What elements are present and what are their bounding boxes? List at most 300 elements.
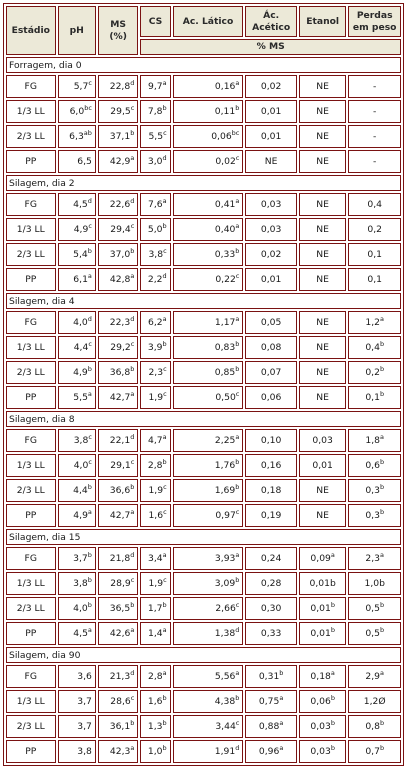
cell-estadio xyxy=(6,218,56,241)
value-lat: 4,38 xyxy=(214,696,236,707)
significance-letter: b xyxy=(379,601,385,609)
section-title: Silagem, dia 2 xyxy=(6,175,401,191)
value-acet: 0,02 xyxy=(260,81,282,92)
value-cs: 2,2 xyxy=(147,274,163,285)
value-perdas: 0,7 xyxy=(365,746,380,757)
cell-ph xyxy=(58,547,96,570)
cell-estadio xyxy=(6,125,56,148)
value-acet: 0,07 xyxy=(260,367,282,378)
value-acet: 0,96 xyxy=(258,746,280,757)
value-perdas: 0,1 xyxy=(367,274,382,285)
cell-ph xyxy=(58,740,96,763)
significance-letter: b xyxy=(330,744,335,752)
cell-acet xyxy=(245,504,297,527)
cell-acet xyxy=(245,311,297,334)
cell-estadio xyxy=(6,547,56,570)
cell-estadio xyxy=(6,361,56,384)
significance-letter: c xyxy=(163,247,167,255)
value-acet: 0,75 xyxy=(258,696,280,707)
significance-letter: c xyxy=(88,340,92,348)
significance-letter: b xyxy=(87,576,92,584)
value-perdas: 0,5 xyxy=(365,603,380,614)
significance-letter: b xyxy=(235,694,240,702)
cell-ph xyxy=(58,150,96,173)
significance-letter: b xyxy=(279,669,284,677)
cell-cs xyxy=(140,690,170,713)
cell-perdas xyxy=(348,740,401,763)
cell-lat xyxy=(173,690,244,713)
cell-acet xyxy=(245,243,297,266)
significance-letter: d xyxy=(130,197,135,205)
value-etanol: NE xyxy=(316,392,329,403)
cell-perdas xyxy=(348,100,401,123)
significance-letter: b xyxy=(162,744,167,752)
section-row xyxy=(6,411,401,427)
value-perdas: - xyxy=(373,156,377,167)
value-estadio: FG xyxy=(24,553,37,564)
significance-letter: c xyxy=(130,104,135,112)
cell-lat xyxy=(173,715,244,738)
section-row xyxy=(6,647,401,663)
value-acet: 0,03 xyxy=(260,224,282,235)
value-acet: 0,33 xyxy=(260,628,282,639)
value-lat: 1,17 xyxy=(214,317,236,328)
value-etanol: NE xyxy=(316,106,329,117)
cell-ms xyxy=(98,690,138,713)
cell-lat xyxy=(173,622,244,645)
value-etanol: 0,03 xyxy=(310,721,331,732)
value-etanol: NE xyxy=(316,199,329,210)
significance-letter: b xyxy=(330,694,335,702)
value-acet: 0,05 xyxy=(260,317,282,328)
value-estadio: 1/3 LL xyxy=(16,224,45,235)
header-etanol: Etanol xyxy=(299,6,346,37)
cell-etanol xyxy=(299,597,346,620)
significance-letter: a xyxy=(162,433,167,441)
value-ms: 42,9 xyxy=(109,156,131,167)
cell-ph xyxy=(58,622,96,645)
cell-etanol xyxy=(299,429,346,452)
table-row xyxy=(6,504,401,527)
value-perdas: 1,8 xyxy=(365,435,381,446)
significance-letter: a xyxy=(235,433,240,441)
value-etanol: NE xyxy=(316,342,329,353)
significance-letter: a xyxy=(235,222,240,230)
significance-letter: b xyxy=(379,390,385,398)
value-cs: 1,6 xyxy=(147,696,163,707)
significance-letter: b xyxy=(330,719,335,727)
value-ph: 3,7 xyxy=(73,553,88,564)
value-estadio: 2/3 LL xyxy=(16,131,45,142)
cell-ph xyxy=(58,386,96,409)
value-ph: 3,8 xyxy=(73,435,89,446)
significance-letter: a xyxy=(87,508,92,516)
cell-perdas xyxy=(348,193,401,216)
cell-cs xyxy=(140,336,170,359)
value-lat: 1,38 xyxy=(214,628,236,639)
cell-lat xyxy=(173,150,244,173)
cell-ms xyxy=(98,75,138,98)
value-etanol: 0,03 xyxy=(312,435,333,446)
significance-letter: c xyxy=(235,508,240,516)
cell-acet xyxy=(245,572,297,595)
table-row xyxy=(6,100,401,123)
cell-etanol xyxy=(299,311,346,334)
cell-perdas xyxy=(348,386,401,409)
cell-estadio xyxy=(6,597,56,620)
cell-estadio xyxy=(6,572,56,595)
cell-etanol xyxy=(299,218,346,241)
cell-lat xyxy=(173,218,244,241)
value-etanol: 0,03 xyxy=(310,746,331,757)
cell-acet xyxy=(245,100,297,123)
significance-letter: a xyxy=(235,315,240,323)
cell-ms xyxy=(98,715,138,738)
cell-ph xyxy=(58,125,96,148)
cell-ph xyxy=(58,715,96,738)
cell-etanol xyxy=(299,193,346,216)
cell-ph xyxy=(58,361,96,384)
value-estadio: PP xyxy=(25,510,37,521)
cell-perdas xyxy=(348,268,401,291)
cell-lat xyxy=(173,268,244,291)
cell-acet xyxy=(245,597,297,620)
cell-estadio xyxy=(6,715,56,738)
significance-letter: a xyxy=(87,390,92,398)
value-etanol: NE xyxy=(316,131,329,142)
significance-letter: bc xyxy=(231,129,240,137)
value-ph: 4,9 xyxy=(73,224,89,235)
cell-lat xyxy=(173,740,244,763)
value-etanol: NE xyxy=(316,224,329,235)
value-perdas: 0,1 xyxy=(365,392,380,403)
cell-etanol xyxy=(299,243,346,266)
significance-letter: b xyxy=(379,719,385,727)
cell-etanol xyxy=(299,572,346,595)
cell-cs xyxy=(140,125,170,148)
value-lat: 0,33 xyxy=(214,249,236,260)
value-estadio: 2/3 LL xyxy=(16,249,45,260)
table-row xyxy=(6,193,401,216)
value-lat: 0,02 xyxy=(215,156,236,167)
section-row xyxy=(6,529,401,545)
significance-letter: a xyxy=(87,272,92,280)
cell-etanol xyxy=(299,454,346,477)
value-cs: 1,4 xyxy=(148,628,163,639)
cell-cs xyxy=(140,572,170,595)
value-acet: 0,24 xyxy=(260,553,282,564)
value-etanol: NE xyxy=(316,317,329,328)
significance-letter: b xyxy=(130,719,135,727)
significance-letter: c xyxy=(163,365,167,373)
table-row xyxy=(6,547,401,570)
significance-letter: b xyxy=(87,247,92,255)
value-ms: 42,6 xyxy=(109,628,131,639)
value-acet: 0,10 xyxy=(260,435,282,446)
cell-perdas xyxy=(348,75,401,98)
cell-cs xyxy=(140,150,170,173)
cell-lat xyxy=(173,479,244,502)
value-ms: 29,2 xyxy=(110,342,131,353)
value-ms: 28,6 xyxy=(110,696,131,707)
cell-cs xyxy=(140,361,170,384)
value-etanol: NE xyxy=(316,81,329,92)
significance-letter: d xyxy=(87,315,92,323)
cell-ms xyxy=(98,479,138,502)
table-row xyxy=(6,597,401,620)
header-ms-line2: (%) xyxy=(109,30,127,42)
cell-cs xyxy=(140,622,170,645)
cell-estadio xyxy=(6,336,56,359)
section-row xyxy=(6,175,401,191)
value-ph: 4,4 xyxy=(73,342,89,353)
value-estadio: 2/3 LL xyxy=(16,485,45,496)
value-acet: 0,02 xyxy=(260,249,282,260)
cell-ph xyxy=(58,193,96,216)
value-ms: 36,6 xyxy=(109,485,131,496)
significance-letter: a xyxy=(235,197,240,205)
significance-letter: a xyxy=(380,433,384,441)
significance-letter: b xyxy=(235,340,240,348)
cell-estadio xyxy=(6,665,56,688)
cell-perdas xyxy=(348,597,401,620)
value-cs: 5,0 xyxy=(147,224,163,235)
value-cs: 1,9 xyxy=(148,485,164,496)
cell-etanol xyxy=(299,547,346,570)
cell-estadio xyxy=(6,622,56,645)
value-ph: 5,4 xyxy=(73,249,88,260)
cell-lat xyxy=(173,311,244,334)
value-acet: 0,19 xyxy=(260,510,282,521)
value-estadio: PP xyxy=(25,628,37,639)
cell-etanol xyxy=(299,690,346,713)
cell-perdas xyxy=(348,547,401,570)
cell-perdas xyxy=(348,150,401,173)
significance-letter: c xyxy=(88,433,92,441)
cell-ms xyxy=(98,622,138,645)
value-cs: 3,0 xyxy=(147,156,163,167)
value-etanol: 0,01 xyxy=(310,603,331,614)
value-lat: 1,69 xyxy=(214,485,236,496)
value-acet: 0,31 xyxy=(258,671,280,682)
cell-estadio xyxy=(6,386,56,409)
cell-acet xyxy=(245,386,297,409)
cell-etanol xyxy=(299,504,346,527)
value-perdas: 1,0b xyxy=(364,578,385,589)
value-ms: 42,3 xyxy=(109,746,131,757)
significance-letter: b xyxy=(162,694,167,702)
cell-perdas xyxy=(348,504,401,527)
cell-ph xyxy=(58,100,96,123)
value-etanol: NE xyxy=(316,510,329,521)
value-lat: 0,41 xyxy=(214,199,236,210)
table-row xyxy=(6,454,401,477)
value-estadio: FG xyxy=(24,317,37,328)
cell-perdas xyxy=(348,125,401,148)
value-lat: 0,50 xyxy=(215,392,236,403)
cell-lat xyxy=(173,75,244,98)
cell-perdas xyxy=(348,311,401,334)
cell-estadio xyxy=(6,150,56,173)
cell-perdas xyxy=(348,361,401,384)
value-lat: 1,76 xyxy=(214,460,236,471)
cell-etanol xyxy=(299,268,346,291)
cell-etanol xyxy=(299,361,346,384)
table-row xyxy=(6,150,401,173)
cell-cs xyxy=(140,454,170,477)
significance-letter: c xyxy=(130,576,135,584)
cell-acet xyxy=(245,150,297,173)
value-cs: 6,2 xyxy=(148,317,163,328)
cell-lat xyxy=(173,429,244,452)
cell-acet xyxy=(245,429,297,452)
value-acet: 0,06 xyxy=(260,392,282,403)
cell-acet xyxy=(245,622,297,645)
significance-letter: a xyxy=(380,315,384,323)
value-ms: 36,1 xyxy=(109,721,131,732)
significance-letter: d xyxy=(162,154,167,162)
value-estadio: PP xyxy=(25,746,37,757)
section-title: Silagem, dia 90 xyxy=(6,647,401,663)
value-perdas: 0,4 xyxy=(367,199,382,210)
significance-letter: a xyxy=(330,669,335,677)
header-ac-acetico xyxy=(245,6,297,37)
cell-ms xyxy=(98,665,138,688)
table-row xyxy=(6,429,401,452)
cell-lat xyxy=(173,336,244,359)
value-perdas: 0,2 xyxy=(365,367,380,378)
value-cs: 1,0 xyxy=(147,746,163,757)
value-estadio: FG xyxy=(24,81,37,92)
cell-ms xyxy=(98,243,138,266)
value-perdas: 2,3 xyxy=(365,553,381,564)
cell-cs xyxy=(140,268,170,291)
cell-ms xyxy=(98,193,138,216)
significance-letter: b xyxy=(87,365,92,373)
significance-letter: b xyxy=(235,365,240,373)
value-ms: 36,8 xyxy=(109,367,131,378)
table-row xyxy=(6,336,401,359)
header-ms xyxy=(98,6,138,55)
value-etanol: NE xyxy=(316,156,329,167)
cell-estadio xyxy=(6,193,56,216)
section-title: Silagem, dia 15 xyxy=(6,529,401,545)
value-ph: 4,0 xyxy=(73,460,89,471)
value-etanol: NE xyxy=(316,367,329,378)
significance-letter: b xyxy=(379,483,385,491)
cell-ms xyxy=(98,336,138,359)
value-etanol: NE xyxy=(316,485,329,496)
value-ph: 3,7 xyxy=(77,721,92,732)
value-ms: 42,8 xyxy=(109,274,131,285)
value-acet: 0,88 xyxy=(258,721,280,732)
significance-letter: c xyxy=(163,129,167,137)
table-row xyxy=(6,125,401,148)
significance-letter: c xyxy=(130,458,135,466)
section-title: Silagem, dia 4 xyxy=(6,293,401,309)
cell-acet xyxy=(245,336,297,359)
header-perdas-line1: Perdas xyxy=(356,9,393,21)
value-ph: 4,5 xyxy=(73,199,88,210)
value-estadio: 2/3 LL xyxy=(16,603,45,614)
significance-letter: b xyxy=(162,601,167,609)
cell-etanol xyxy=(299,622,346,645)
cell-perdas xyxy=(348,479,401,502)
table-row xyxy=(6,622,401,645)
cell-ms xyxy=(98,361,138,384)
significance-letter: d xyxy=(235,744,240,752)
value-cs: 1,3 xyxy=(147,721,163,732)
value-acet: 0,03 xyxy=(260,199,282,210)
value-cs: 3,8 xyxy=(148,249,164,260)
significance-letter: a xyxy=(130,154,135,162)
value-lat: 0,11 xyxy=(214,106,236,117)
section-row xyxy=(6,57,401,73)
cell-ph xyxy=(58,429,96,452)
significance-letter: bc xyxy=(84,104,92,112)
significance-letter: a xyxy=(330,551,335,559)
value-ms: 22,3 xyxy=(109,317,131,328)
cell-etanol xyxy=(299,75,346,98)
significance-letter: a xyxy=(235,551,240,559)
significance-letter: b xyxy=(87,551,92,559)
value-etanol: NE xyxy=(316,249,329,260)
significance-letter: b xyxy=(162,340,167,348)
significance-letter: b xyxy=(379,340,385,348)
value-estadio: 1/3 LL xyxy=(16,106,45,117)
value-ph: 6,3 xyxy=(69,131,84,142)
value-estadio: 2/3 LL xyxy=(16,721,45,732)
significance-letter: b xyxy=(87,483,92,491)
value-acet: 0,08 xyxy=(260,342,282,353)
value-perdas: - xyxy=(373,81,377,92)
value-ms: 22,1 xyxy=(109,435,131,446)
value-estadio: PP xyxy=(25,156,37,167)
cell-cs xyxy=(140,665,170,688)
table-row xyxy=(6,572,401,595)
cell-lat xyxy=(173,454,244,477)
significance-letter: a xyxy=(162,197,167,205)
table-row xyxy=(6,715,401,738)
cell-ph xyxy=(58,690,96,713)
value-perdas: 0,6 xyxy=(365,460,380,471)
value-lat: 0,06 xyxy=(211,131,232,142)
value-acet: 0,01 xyxy=(260,131,282,142)
significance-letter: b xyxy=(162,458,167,466)
cell-perdas xyxy=(348,572,401,595)
significance-letter: b xyxy=(330,601,335,609)
cell-cs xyxy=(140,100,170,123)
significance-letter: a xyxy=(162,79,167,87)
significance-letter: c xyxy=(130,340,135,348)
value-ms: 37,1 xyxy=(109,131,131,142)
cell-ms xyxy=(98,100,138,123)
cell-cs xyxy=(140,386,170,409)
silage-composition-table xyxy=(3,3,404,766)
cell-cs xyxy=(140,218,170,241)
cell-ms xyxy=(98,268,138,291)
cell-lat xyxy=(173,572,244,595)
cell-ph xyxy=(58,311,96,334)
value-estadio: PP xyxy=(25,392,37,403)
table-body xyxy=(6,57,401,763)
value-estadio: 2/3 LL xyxy=(16,367,45,378)
value-lat: 0,22 xyxy=(215,274,236,285)
header-estadio: Estádio xyxy=(6,6,56,55)
cell-acet xyxy=(245,218,297,241)
cell-etanol xyxy=(299,479,346,502)
cell-perdas xyxy=(348,243,401,266)
